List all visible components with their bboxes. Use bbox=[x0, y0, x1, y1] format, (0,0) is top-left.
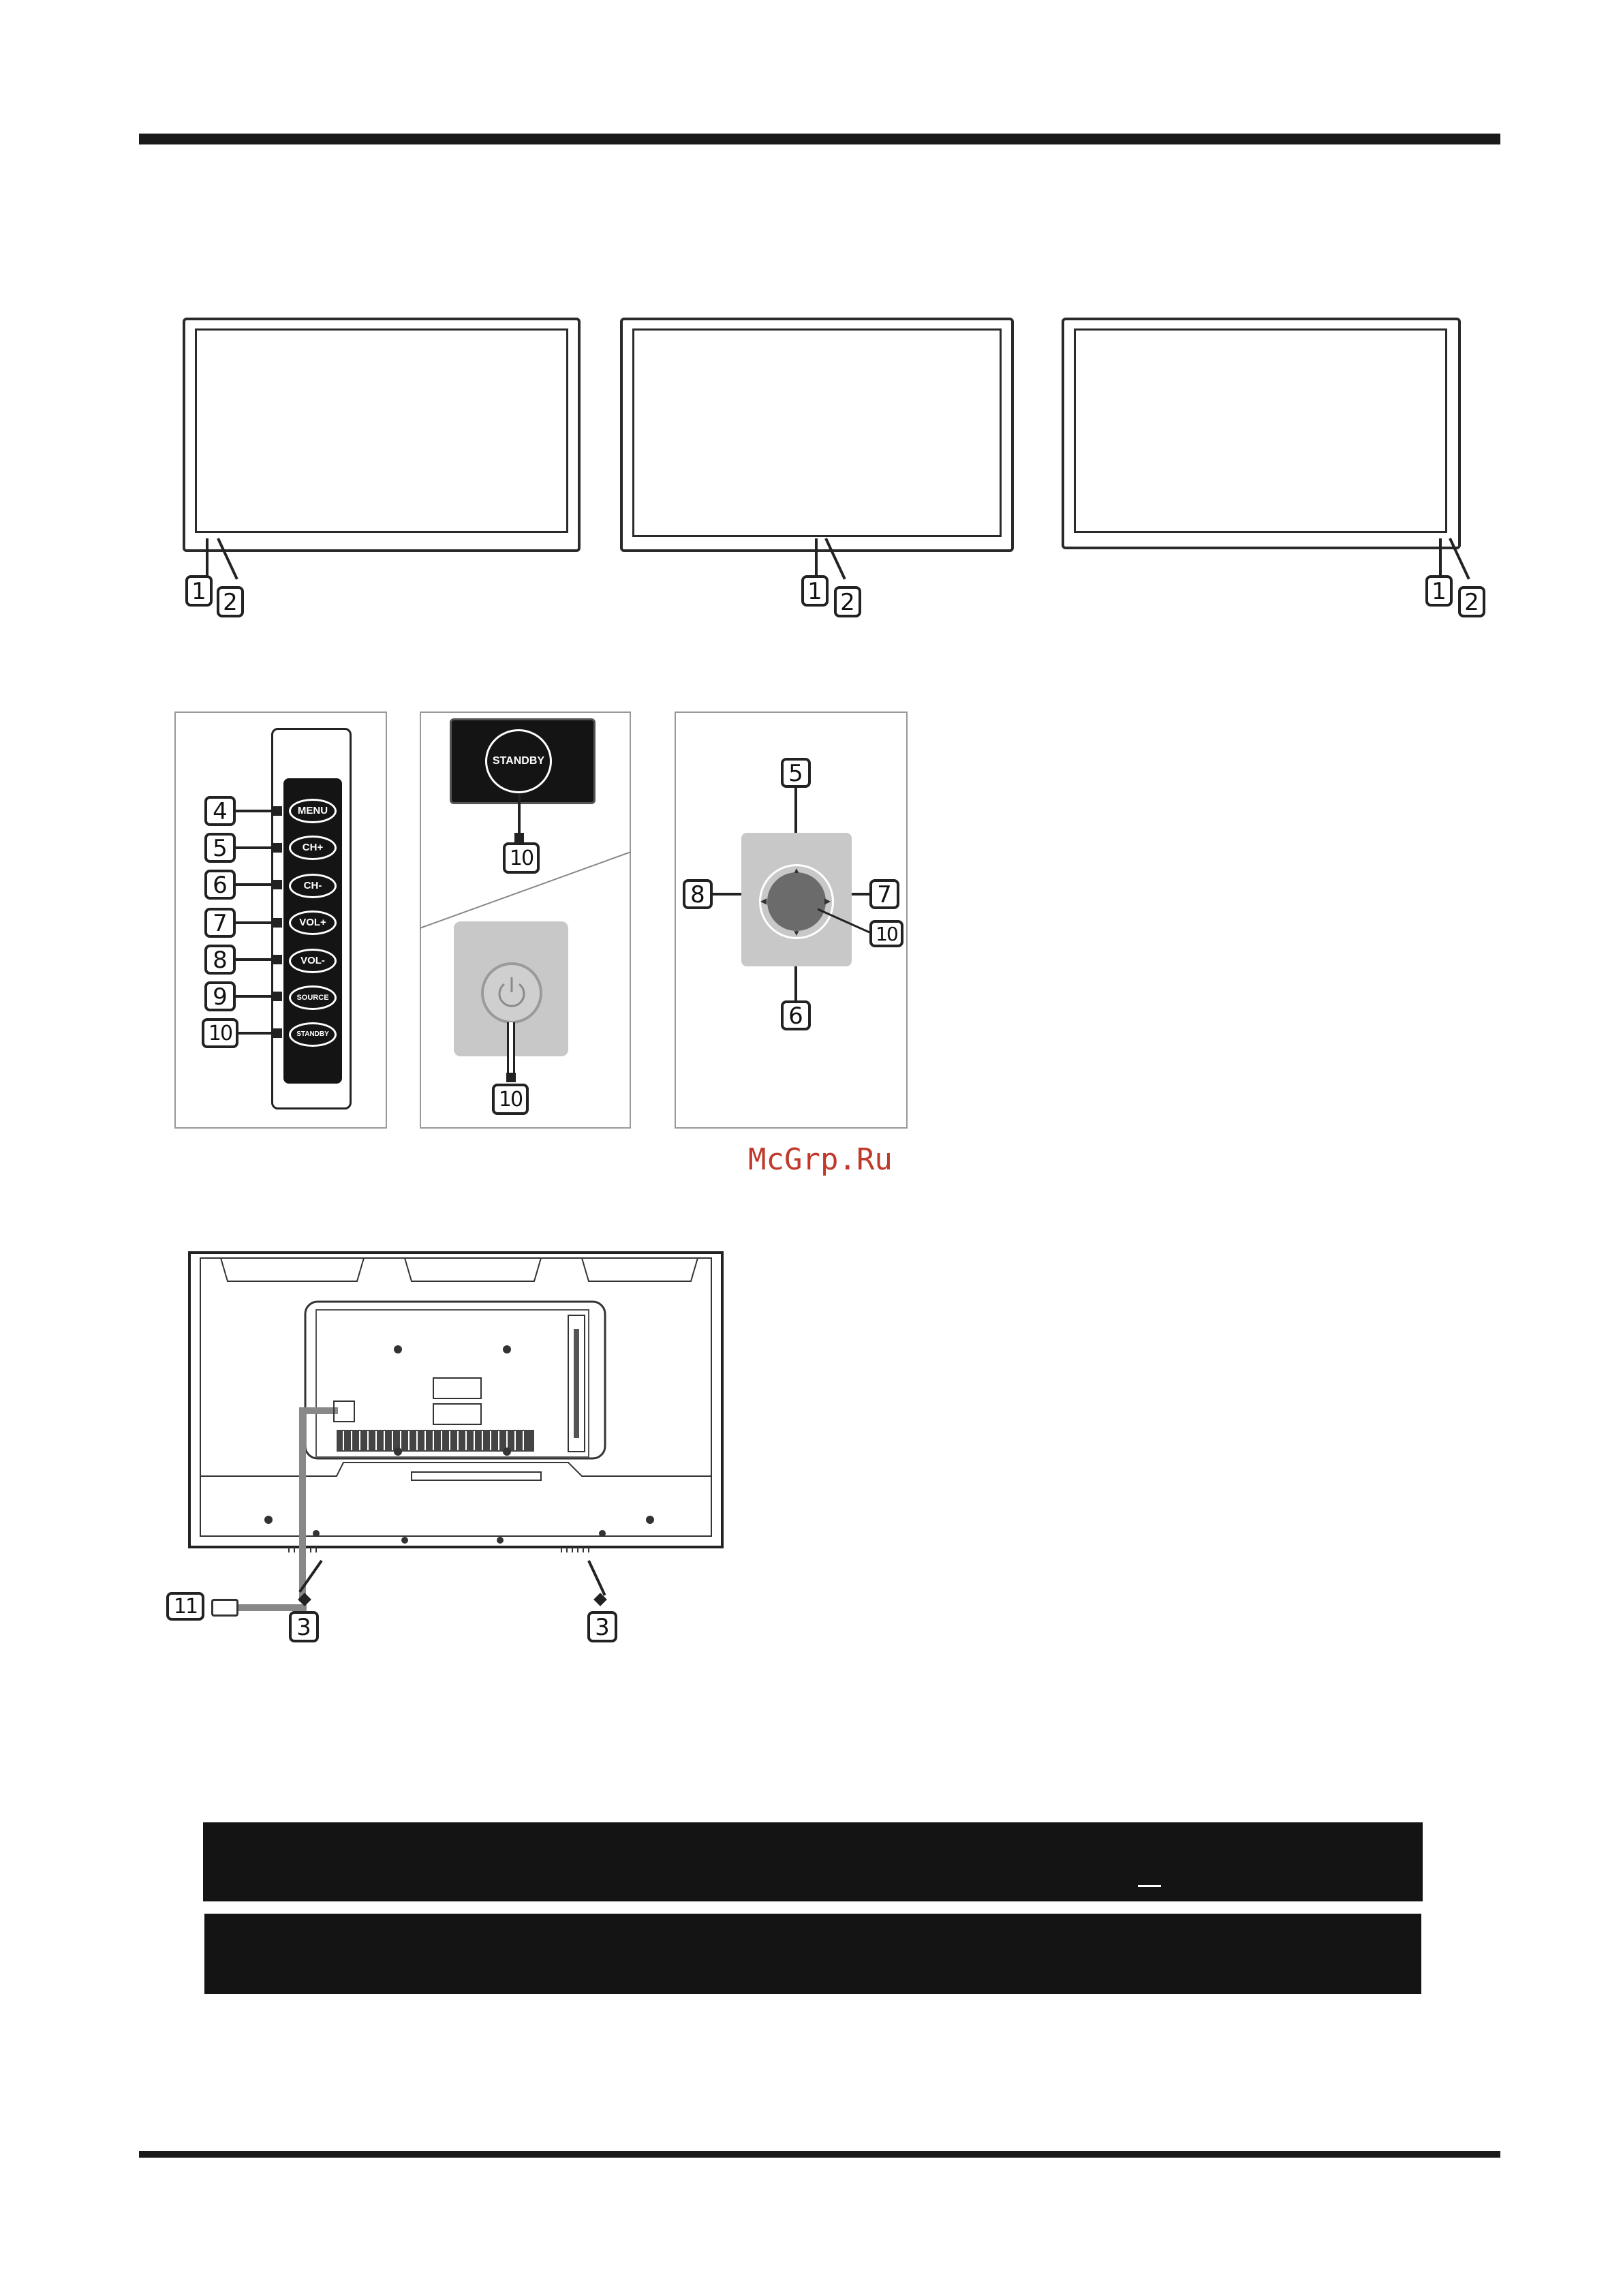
callout-5: 5 bbox=[781, 758, 811, 788]
callout-6: 6 bbox=[781, 1000, 811, 1030]
tv-screen bbox=[195, 328, 568, 533]
arrow-up-icon: ▲ bbox=[792, 866, 801, 875]
callout-5: 5 bbox=[204, 833, 236, 863]
power-cord-tail bbox=[238, 1604, 307, 1611]
leader-marker bbox=[273, 955, 282, 964]
power-icon bbox=[484, 965, 540, 1021]
ch-up-button[interactable]: CH+ bbox=[289, 836, 337, 860]
callout-8: 8 bbox=[204, 945, 236, 975]
callout-3: 3 bbox=[289, 1611, 319, 1642]
arrow-left-icon: ◀ bbox=[760, 896, 767, 906]
callout-2: 2 bbox=[834, 586, 861, 617]
callout-3: 3 bbox=[587, 1611, 617, 1642]
leader-line bbox=[206, 538, 208, 575]
band-underline-mark bbox=[1138, 1885, 1161, 1887]
leader-marker bbox=[273, 843, 282, 853]
power-button[interactable] bbox=[481, 962, 542, 1024]
callout-1: 1 bbox=[185, 575, 213, 607]
leader-marker bbox=[273, 992, 282, 1001]
leader-line bbox=[713, 893, 741, 896]
callout-10: 10 bbox=[202, 1018, 238, 1048]
tv-back-view bbox=[180, 1247, 732, 1602]
leader-marker bbox=[273, 918, 282, 928]
leader-marker bbox=[273, 806, 282, 816]
leader-line bbox=[507, 1022, 515, 1075]
leader-line bbox=[1439, 538, 1442, 575]
arrow-down-icon: ▼ bbox=[792, 928, 801, 938]
callout-8: 8 bbox=[683, 879, 713, 909]
tv-front-view-center bbox=[620, 318, 1014, 552]
leader-line bbox=[852, 893, 869, 896]
leader-line bbox=[236, 810, 277, 812]
bottom-rule bbox=[139, 2151, 1500, 2158]
callout-1: 1 bbox=[1425, 575, 1453, 607]
callout-10: 10 bbox=[492, 1084, 529, 1115]
leader-line bbox=[818, 906, 872, 940]
leader-line bbox=[794, 788, 797, 833]
callout-10: 10 bbox=[503, 842, 540, 874]
callout-11: 11 bbox=[166, 1592, 204, 1621]
leader-line bbox=[236, 921, 277, 924]
menu-button[interactable]: MENU bbox=[289, 799, 337, 823]
callout-1: 1 bbox=[801, 575, 829, 607]
leader-marker bbox=[273, 1028, 282, 1038]
leader-marker bbox=[273, 880, 282, 889]
callout-6: 6 bbox=[204, 870, 236, 900]
standby-round-button[interactable]: STANDBY bbox=[485, 729, 552, 793]
leader-line bbox=[794, 966, 797, 1000]
tv-front-view-right bbox=[1062, 318, 1461, 549]
callout-7: 7 bbox=[204, 908, 236, 938]
leader-line bbox=[518, 793, 521, 837]
vol-down-button[interactable]: VOL- bbox=[289, 949, 337, 973]
standby-button[interactable]: STANDBY bbox=[289, 1022, 337, 1047]
tv-front-view-left bbox=[183, 318, 581, 552]
leader-line bbox=[236, 846, 277, 849]
info-band-bottom bbox=[204, 1914, 1421, 1994]
leader-line bbox=[236, 995, 277, 998]
ch-down-button[interactable]: CH- bbox=[289, 874, 337, 898]
callout-2: 2 bbox=[217, 586, 244, 617]
leader-marker bbox=[514, 833, 524, 842]
leader-line bbox=[238, 1032, 277, 1035]
vol-up-button[interactable]: VOL+ bbox=[289, 910, 337, 935]
callout-10: 10 bbox=[869, 920, 903, 947]
callout-7: 7 bbox=[869, 879, 899, 909]
callout-2: 2 bbox=[1458, 586, 1485, 617]
leader-line bbox=[236, 883, 277, 886]
power-plug-icon bbox=[211, 1599, 238, 1617]
tv-screen bbox=[1074, 328, 1447, 533]
watermark: McGrp.Ru bbox=[748, 1142, 893, 1177]
arrow-right-icon: ▶ bbox=[824, 896, 831, 906]
callout-4: 4 bbox=[204, 796, 236, 826]
top-rule bbox=[139, 134, 1500, 144]
callout-9: 9 bbox=[204, 981, 236, 1011]
leader-marker bbox=[506, 1073, 516, 1082]
tv-screen bbox=[632, 328, 1002, 537]
info-band-top bbox=[203, 1822, 1423, 1901]
leader-line bbox=[236, 958, 277, 961]
leader-line bbox=[815, 538, 818, 575]
source-button[interactable]: SOURCE bbox=[289, 985, 337, 1010]
